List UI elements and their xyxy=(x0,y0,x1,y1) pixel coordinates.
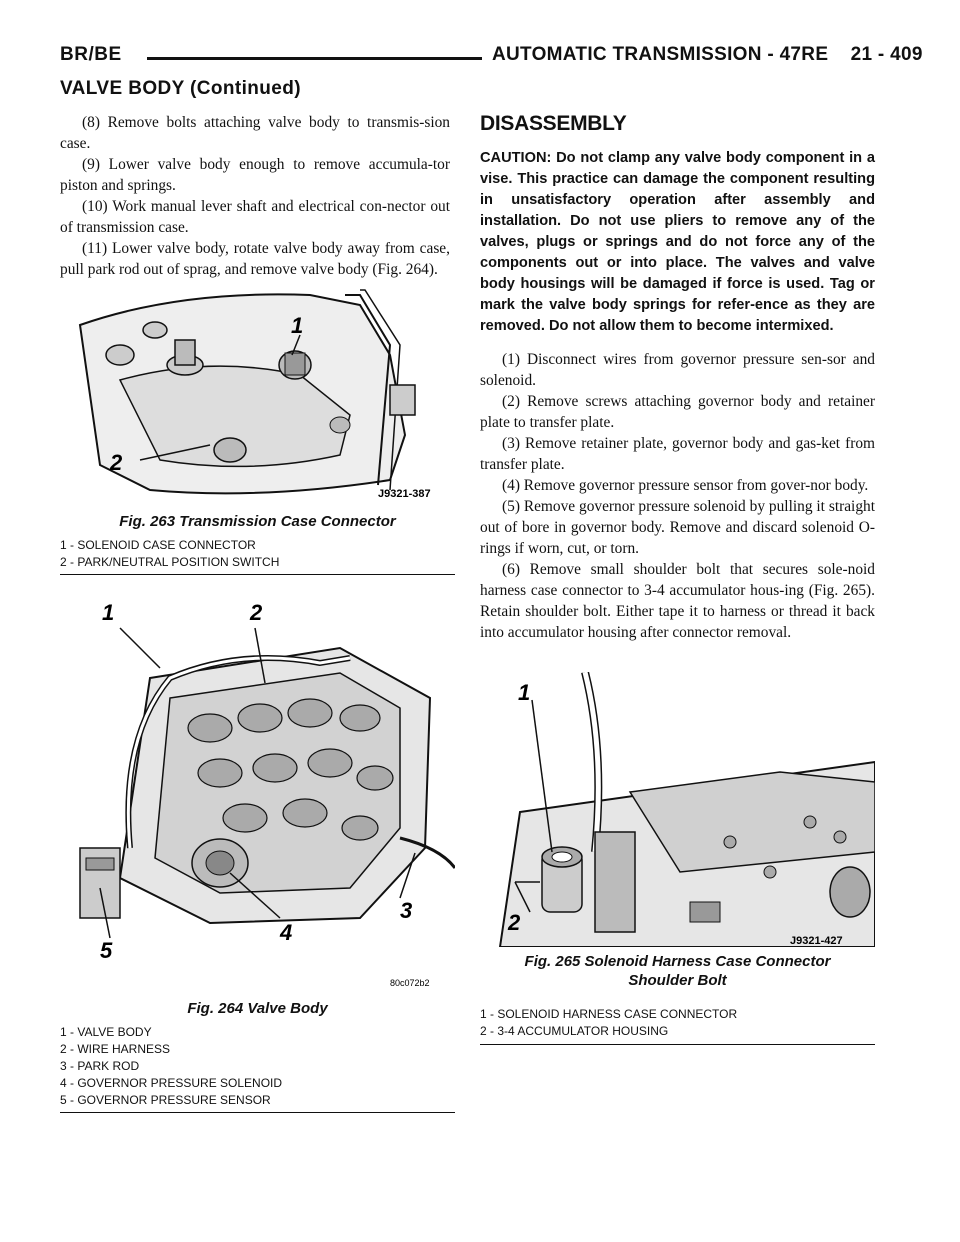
fig264-legend-item-5: 5 - GOVERNOR PRESSURE SENSOR xyxy=(60,1093,271,1107)
fig265-callout-1: 1 xyxy=(518,680,531,705)
figure-263 xyxy=(60,285,455,575)
fig265-bottom-rule xyxy=(480,1044,875,1045)
fig263-bottom-rule xyxy=(60,574,455,575)
paragraph-step-9: (9) Lower valve body enough to remove accumula-tor piston and springs. xyxy=(60,156,450,194)
fig265-legend-item-1: 1 - SOLENOID HARNESS CASE CONNECTOR xyxy=(480,1007,738,1021)
fig265-caption xyxy=(480,952,875,990)
caution-text: CAUTION: Do not clamp any valve body component in a vise. This practice can damage the component resulting in unsatisfactory operation after assembly and installation. Do not use pliers to remove any of the valves, plugs or springs and do not force any of the components out or into place. The valves and valve body housings will be damaged if force is used. Tag or mark the valve body springs for refer-ence as they are removed. Do not allow them to become intermixed. xyxy=(480,150,875,334)
header-left: BR/BE xyxy=(60,44,122,65)
fig264-callout-3: 3 xyxy=(400,898,413,923)
disassembly-step-2: (2) Remove screws attaching governor body and retainer plate to transfer plate. xyxy=(480,393,875,431)
disassembly-step-3: (3) Remove retainer plate, governor body and gas-ket from transfer plate. xyxy=(480,435,875,473)
fig264-tag: 80c072b2 xyxy=(390,978,430,988)
paragraph-step-11: (11) Lower valve body, rotate valve body away from case, pull park rod out of sprag, and remove valve body (Fig. 264). xyxy=(60,240,450,278)
paragraph-step-8: (8) Remove bolts attaching valve body to transmis-sion case. xyxy=(60,114,450,152)
fig264-caption: Fig. 264 Valve Body xyxy=(187,1000,328,1017)
fig264-legend-item-3: 3 - PARK ROD xyxy=(60,1059,140,1073)
fig264-legend xyxy=(60,1024,282,1109)
fig264-legend-item-2: 2 - WIRE HARNESS xyxy=(60,1042,171,1056)
fig264-callout-2: 2 xyxy=(250,600,263,625)
fig265-legend xyxy=(480,1006,737,1040)
fig263-legend-item-2: 2 - PARK/NEUTRAL POSITION SWITCH xyxy=(60,555,280,569)
paragraph-step-10: (10) Work manual lever shaft and electrical con-nector out of transmission case. xyxy=(60,198,450,236)
fig263-legend xyxy=(60,537,279,571)
disassembly-heading: DISASSEMBLY xyxy=(480,112,627,135)
disassembly-step-6: (6) Remove small shoulder bolt that secures sole-noid harness case connector to 3-4 accumulator hous-ing (Fig. 265). Retain shoulder bolt. Either tape it to harness or thread it back into accumulator housing after connector removal. xyxy=(480,561,875,641)
fig264-callout-5: 5 xyxy=(100,938,113,963)
fig265-tag: J9321-427 xyxy=(790,935,843,947)
fig263-callout-2: 2 xyxy=(110,450,123,475)
fig265-caption-line-1: Fig. 265 Solenoid Harness Case Connector xyxy=(524,953,831,970)
left-column xyxy=(60,112,450,280)
right-column xyxy=(480,112,875,643)
disassembly-step-1: (1) Disconnect wires from governor pressure sen-sor and solenoid. xyxy=(480,351,875,389)
fig263-callout-1: 1 xyxy=(291,313,304,338)
fig265-caption-line-2: Shoulder Bolt xyxy=(628,972,727,989)
transmission-case-connector-illustration xyxy=(60,285,455,505)
fig263-tag: J9321-387 xyxy=(378,488,431,500)
valve-body-illustration xyxy=(60,588,455,993)
figure-265 xyxy=(480,672,875,1045)
disassembly-step-4: (4) Remove governor pressure sensor from gover-nor body. xyxy=(502,477,869,494)
fig264-callout-4: 4 xyxy=(280,920,293,945)
fig264-legend-item-1: 1 - VALVE BODY xyxy=(60,1025,152,1039)
fig265-callout-2: 2 xyxy=(508,910,521,935)
header-rule xyxy=(147,57,482,60)
header-right: AUTOMATIC TRANSMISSION - 47RE 21 - 409 xyxy=(492,44,923,65)
disassembly-step-5: (5) Remove governor pressure solenoid by pulling it straight out of bore in governor body. Remove and discard solenoid O-rings if worn, cut, or torn. xyxy=(480,498,875,557)
fig264-callout-1: 1 xyxy=(102,600,115,625)
fig263-caption: Fig. 263 Transmission Case Connector xyxy=(119,513,396,530)
fig264-legend-item-4: 4 - GOVERNOR PRESSURE SOLENOID xyxy=(60,1076,283,1090)
fig263-legend-item-1: 1 - SOLENOID CASE CONNECTOR xyxy=(60,538,256,552)
fig264-bottom-rule xyxy=(60,1112,455,1113)
figure-264 xyxy=(60,588,455,1113)
solenoid-harness-connector-illustration xyxy=(480,672,875,947)
section-title: VALVE BODY (Continued) xyxy=(60,78,302,99)
fig265-legend-item-2: 2 - 3-4 ACCUMULATOR HOUSING xyxy=(480,1024,669,1038)
